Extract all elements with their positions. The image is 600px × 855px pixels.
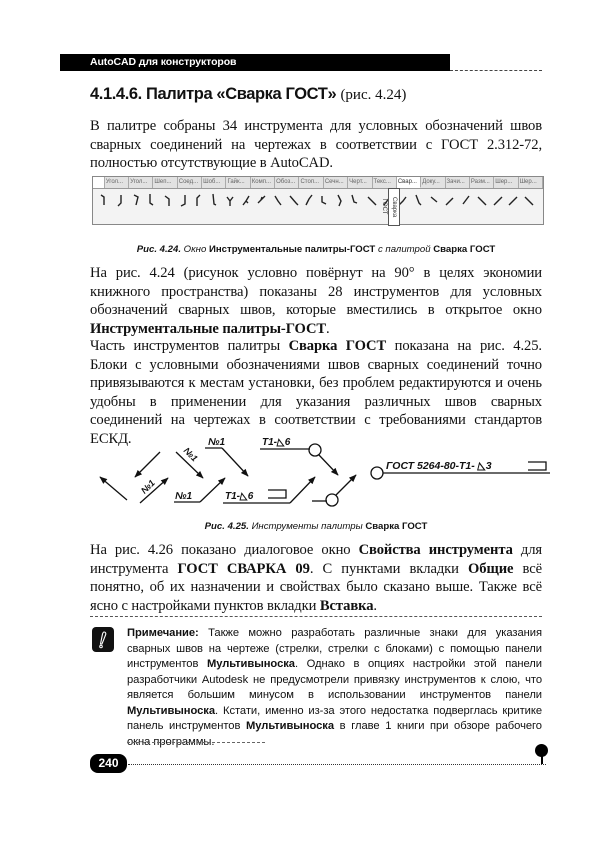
figure-caption-4-25: Рис. 4.25. Инструменты палитры Сварка ГОСТ xyxy=(204,521,428,532)
palette-tab[interactable]: Зачи... xyxy=(446,177,470,188)
svg-text:T1-◺6: T1-◺6 xyxy=(262,437,291,448)
weld-tool-icon[interactable] xyxy=(489,189,505,211)
palette-tab[interactable] xyxy=(93,177,105,188)
svg-text:№1: №1 xyxy=(138,477,157,496)
svg-text:№1: №1 xyxy=(175,491,193,502)
weld-tool-icon[interactable] xyxy=(223,189,239,211)
running-header xyxy=(60,54,450,71)
tool-palette-window xyxy=(92,176,544,225)
palette-tab[interactable]: Доку... xyxy=(421,177,445,188)
figure-reference: (рис. 4.24) xyxy=(340,87,407,103)
palette-tab[interactable]: Шоб... xyxy=(202,177,226,188)
palette-tab[interactable]: Разм... xyxy=(470,177,494,188)
weld-tool-icon[interactable] xyxy=(426,189,442,211)
note-divider-bottom xyxy=(127,742,265,743)
palette-tab[interactable]: Черт... xyxy=(348,177,372,188)
footer-divider xyxy=(128,764,546,765)
palette-tooltip: Сварка ГОСТ xyxy=(388,188,400,226)
weld-tool-icon[interactable] xyxy=(160,189,176,211)
palette-tab[interactable]: Шер... xyxy=(494,177,518,188)
section-title xyxy=(90,85,406,104)
weld-tool-icon[interactable] xyxy=(285,189,301,211)
svg-text:T1-◺6: T1-◺6 xyxy=(225,491,254,502)
welding-symbols-figure xyxy=(90,430,550,510)
weld-tool-icon[interactable] xyxy=(97,189,113,211)
note-divider-top xyxy=(90,616,542,617)
weld-tool-icon[interactable] xyxy=(348,189,364,211)
weld-tool-icon[interactable] xyxy=(238,189,254,211)
palette-tab[interactable]: Угол... xyxy=(129,177,153,188)
paragraph-tool-properties: На рис. 4.26 показано диалоговое окно Свойства инструмента для инструмента ГОСТ СВАРКА 09. С пунктами вкладки Общие всё понятно, об их назначении и свойствах было сказано выше. Также всё ясно с настройками пунктов вкладки Вставка. xyxy=(90,542,543,614)
palette-tab[interactable]: Гайк... xyxy=(226,177,250,188)
palette-tab[interactable]: Сечн... xyxy=(324,177,348,188)
running-title: AutoCAD для конструкторов xyxy=(90,56,237,68)
palette-tab[interactable]: Угол... xyxy=(105,177,129,188)
weld-tool-icon[interactable] xyxy=(175,189,191,211)
weld-tool-icon[interactable] xyxy=(521,189,537,211)
weld-tool-icon[interactable] xyxy=(317,189,333,211)
weld-tool-icon[interactable] xyxy=(411,189,427,211)
weld-tool-icon[interactable] xyxy=(474,189,490,211)
weld-tool-icon[interactable] xyxy=(301,189,317,211)
palette-tab[interactable]: Комп... xyxy=(251,177,275,188)
palette-tab[interactable]: Шеп... xyxy=(153,177,177,188)
weld-tool-icon[interactable] xyxy=(270,189,286,211)
palette-tab[interactable]: Шер... xyxy=(519,177,543,188)
svg-text:№1: №1 xyxy=(208,437,226,448)
paragraph-figure-description: На рис. 4.24 (рисунок условно повёрнут на 90° в целях экономии книжного пространства) показаны 28 инструментов для условных обозначений сварных швов, которые вместились в открытое окно Инструментальные палитры-ГОСТ. xyxy=(90,265,542,337)
weld-tool-icon[interactable] xyxy=(364,189,380,211)
weld-tool-icon[interactable] xyxy=(458,189,474,211)
palette-tab[interactable]: Стоп... xyxy=(299,177,323,188)
palette-tabs xyxy=(93,177,543,189)
weld-tool-icon[interactable] xyxy=(332,189,348,211)
weld-tool-icon[interactable] xyxy=(113,189,129,211)
palette-tab[interactable]: Соед... xyxy=(178,177,202,188)
note-exclamation-icon xyxy=(92,627,114,652)
weld-tool-icon[interactable] xyxy=(505,189,521,211)
section-number: 4.1.4.6. xyxy=(90,85,142,103)
weld-tool-icon[interactable] xyxy=(191,189,207,211)
palette-tab[interactable]: Свар... xyxy=(397,177,421,188)
weld-tool-icon[interactable] xyxy=(207,189,223,211)
svg-text:№1: №1 xyxy=(181,445,200,464)
figure-caption-4-24: Рис. 4.24. Окно Инструментальные палитры-ГОСТ с палитрой Сварка ГОСТ xyxy=(136,244,496,255)
paragraph-palette-part: Часть инструментов палитры Сварка ГОСТ показана на рис. 4.25. Блоки с условными обозначениями швов сварных соединений точно привязываются к местам установки, без проблем редактируются и очень удобны в применении для указания различных швов сварных соединений на чертежах в соответствии с требованиями стандартов ЕСКД. xyxy=(90,338,542,447)
palette-tab[interactable]: Текс... xyxy=(373,177,397,188)
section-name: Палитра «Сварка ГОСТ» xyxy=(146,85,337,103)
weld-tool-icon[interactable] xyxy=(442,189,458,211)
weld-tool-icon[interactable] xyxy=(128,189,144,211)
page-number: 240 xyxy=(90,754,127,773)
svg-text:ГОСТ 5264-80-Т1- ◺3: ГОСТ 5264-80-Т1- ◺3 xyxy=(386,460,492,472)
weld-tool-icon[interactable] xyxy=(254,189,270,211)
paragraph-intro: В палитре собраны 34 инструмента для условных обозначений швов сварных соединений на чертежах в соответствии с ГОСТ 2.312-72, полностью отсутствующие в AutoCAD. xyxy=(90,118,542,172)
header-divider xyxy=(450,70,542,71)
pin-stem xyxy=(541,755,543,764)
palette-tools xyxy=(93,189,543,211)
palette-tab[interactable]: Обоз... xyxy=(275,177,299,188)
weld-tool-icon[interactable] xyxy=(144,189,160,211)
note-text: Примечание: Также можно разработать различные знаки для указания сварных швов на чертеже (стрелки, стрелки с блоками) с помощью панели инструментов Мультивыноска. Однако в опциях настройки этой панели разработчики Autodesk не предусмотрели привязку инструментов к слою, что является большим минусом в использовании инструментов панели Мультивыноска. Кстати, именно из-за этого недостатка подверглась критике панель инструментов Мультивыноска в главе 1 книги при обзоре рабочего окна программы. xyxy=(127,627,542,748)
